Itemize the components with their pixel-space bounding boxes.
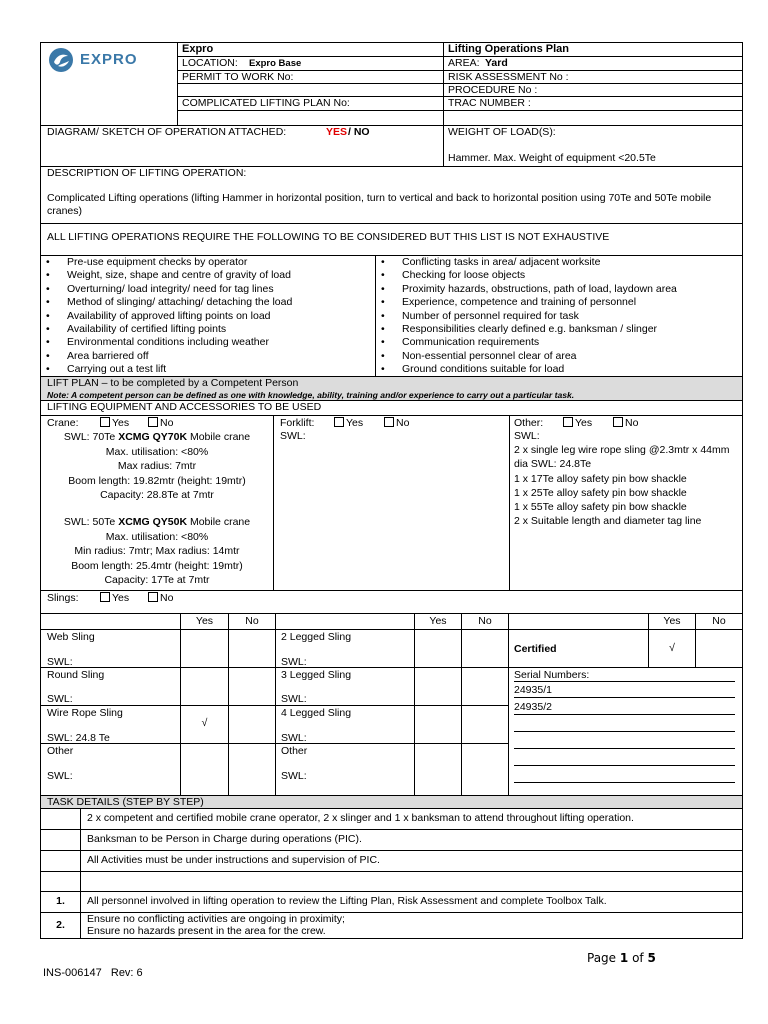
other-no-label: No — [625, 417, 639, 429]
crane1-line: Capacity: 28.8Te at 7mtr — [100, 489, 214, 501]
forklift-label: Forklift: — [280, 417, 315, 429]
crane-yes-option[interactable] — [100, 417, 129, 430]
slings-yes-label: Yes — [112, 592, 130, 604]
slings-no-checkbox[interactable] — [148, 592, 158, 602]
crane2-type: Mobile crane — [189, 516, 251, 528]
crane2-line: Boom length: 25.4mtr (height: 19mtr) — [71, 559, 243, 572]
other-sling-swl: SWL: — [47, 770, 73, 782]
list-item: 1 x 17Te alloy safety pin bow shackle — [514, 472, 687, 485]
forklift-yes-label: Yes — [346, 417, 364, 429]
diagram-label: DIAGRAM/ SKETCH OF OPERATION ATTACHED: — [47, 126, 287, 138]
list-item: 1 x 25Te alloy safety pin bow shackle — [514, 486, 687, 499]
list-item: • Experience, competence and training of personnel — [376, 296, 742, 309]
forklift-no-checkbox[interactable] — [384, 417, 394, 427]
lift-plan-title: LIFT PLAN – to be completed by a Competent Person — [47, 377, 299, 389]
step-text: Ensure no conflicting activities are ongoing in proximity; — [87, 913, 345, 925]
certified-yes-check: √ — [669, 642, 675, 654]
complicated-plan-label: COMPLICATED LIFTING PLAN No: — [182, 97, 350, 109]
list-item: • Communication requirements — [376, 336, 742, 349]
equipment-heading: LIFTING EQUIPMENT AND ACCESSORIES TO BE USED — [47, 401, 322, 413]
location-label: LOCATION: — [182, 57, 238, 69]
page-total: 5 — [647, 951, 656, 965]
crane-label: Crane: — [47, 417, 79, 429]
considerations-right-list — [376, 256, 742, 377]
list-item: • Checking for loose objects — [376, 269, 742, 282]
wire-rope-sling-swl: SWL: 24.8 Te — [47, 732, 110, 744]
slings-no-label: No — [160, 592, 174, 604]
procedure-label: PROCEDURE No : — [448, 84, 538, 96]
crane-no-label: No — [160, 417, 174, 429]
crane2-model: XCMG QY50K — [118, 516, 188, 528]
three-legged-sling-label: 3 Legged Sling — [281, 669, 352, 681]
crane1-line: Max. utilisation: <80% — [105, 445, 209, 458]
slings-no-option[interactable] — [148, 592, 173, 605]
crane-yes-label: Yes — [112, 417, 130, 429]
area-value: Yard — [485, 57, 508, 69]
risk-assessment-label: RISK ASSESSMENT No : — [448, 71, 569, 83]
two-legged-sling-swl: SWL: — [281, 656, 307, 668]
step-number: 2. — [56, 919, 65, 931]
four-legged-sling-label: 4 Legged Sling — [281, 707, 352, 719]
slings-label: Slings: — [47, 592, 79, 604]
crane2-line: Max. utilisation: <80% — [105, 530, 209, 543]
crane-70te-details — [41, 430, 273, 503]
crane1-line: Max radius: 7mtr — [117, 460, 197, 472]
slings-row — [40, 590, 743, 614]
wire-rope-sling-label: Wire Rope Sling — [47, 707, 123, 719]
other-no-option[interactable] — [613, 417, 638, 430]
col-yes-header: Yes — [429, 615, 447, 627]
col-yes-header: Yes — [663, 615, 681, 627]
list-item: • Area barriered off — [41, 350, 375, 363]
list-item: • Responsibilities clearly defined e.g. banksman / slinger — [376, 323, 742, 336]
logo-text: EXPRO — [80, 51, 138, 68]
other-yes-checkbox[interactable] — [563, 417, 573, 427]
col-no-header: No — [712, 615, 726, 627]
other-label: Other: — [514, 417, 544, 429]
weight-label: WEIGHT OF LOAD(S): — [448, 126, 556, 138]
considerations-left-list — [41, 256, 375, 377]
diagram-yes: YES — [326, 126, 348, 138]
list-item: • Availability of approved lifting points on load — [41, 310, 375, 323]
page-prefix: Page — [587, 951, 617, 965]
expro-logo-icon — [48, 47, 74, 73]
other-mid-sling-label: Other — [281, 745, 308, 757]
serial-number: 24935/1 — [514, 684, 552, 696]
crane2-swl: SWL: 50Te — [63, 516, 116, 528]
serial-numbers-label: Serial Numbers: — [514, 669, 590, 681]
list-item: • Weight, size, shape and centre of gravity of load — [41, 269, 375, 282]
page-indicator — [587, 951, 656, 966]
task-heading: TASK DETAILS (STEP BY STEP) — [47, 796, 204, 808]
forklift-yes-checkbox[interactable] — [334, 417, 344, 427]
round-sling-label: Round Sling — [47, 669, 105, 681]
forklift-swl: SWL: — [280, 430, 306, 442]
plan-title: Lifting Operations Plan — [448, 43, 570, 55]
crane-50te-details — [41, 515, 273, 588]
list-item: • Conflicting tasks in area/ adjacent worksite — [376, 256, 742, 269]
slings-yes-option[interactable] — [100, 592, 129, 605]
other-yes-option[interactable] — [563, 417, 592, 430]
step-text: All personnel involved in lifting operation to review the Lifting Plan, Risk Assessment and complete Toolbox Talk. — [87, 895, 607, 907]
list-item: 1 x 55Te alloy safety pin bow shackle — [514, 501, 687, 514]
web-sling-label: Web Sling — [47, 631, 95, 643]
lift-plan-note: Note: A competent person can be defined as one with knowledge, ability, training and/or experience to carry out a particular task. — [47, 390, 575, 400]
considerations-heading: ALL LIFTING OPERATIONS REQUIRE THE FOLLOWING TO BE CONSIDERED BUT THIS LIST IS NOT EXHAUSTIVE — [47, 231, 610, 243]
col-no-header: No — [245, 615, 259, 627]
step-text-line2: Ensure no hazards present in the area for the crew. — [87, 925, 326, 937]
round-sling-swl: SWL: — [47, 693, 73, 705]
list-item: • Pre-use equipment checks by operator — [41, 256, 375, 269]
trac-label: TRAC NUMBER : — [448, 97, 531, 109]
other-mid-sling-swl: SWL: — [281, 770, 307, 782]
description-label: DESCRIPTION OF LIFTING OPERATION: — [47, 167, 247, 179]
wire-rope-sling-yes-check: √ — [201, 717, 208, 729]
description-text: Complicated Lifting operations (lifting Hammer in horizontal position, turn to vertical and back to horizontal position using 70Te and 50Te mobile cranes) — [47, 192, 712, 217]
forklift-no-label: No — [396, 417, 410, 429]
crane1-swl: SWL: 70Te — [63, 431, 116, 443]
step-number: 1. — [56, 895, 65, 907]
web-sling-swl: SWL: — [47, 656, 73, 668]
list-item: • Method of slinging/ attaching/ detaching the load — [41, 296, 375, 309]
forklift-yes-option[interactable] — [334, 417, 363, 430]
list-item: • Environmental conditions including weather — [41, 336, 375, 349]
crane-no-option[interactable] — [148, 417, 173, 430]
other-equipment-list — [514, 443, 739, 529]
list-item: • Ground conditions suitable for load — [376, 363, 742, 376]
list-item: • Non-essential personnel clear of area — [376, 350, 742, 363]
other-yes-label: Yes — [575, 417, 593, 429]
forklift-no-option[interactable] — [384, 417, 409, 430]
location-value: Expro Base — [249, 58, 302, 69]
crane-yes-checkbox[interactable] — [100, 417, 110, 427]
diagram-no: / NO — [348, 126, 370, 138]
permit-label: PERMIT TO WORK No: — [182, 71, 294, 83]
other-swl: SWL: — [514, 430, 540, 442]
crane2-line: Capacity: 17Te at 7mtr — [104, 574, 210, 586]
four-legged-sling-swl: SWL: — [281, 732, 307, 744]
list-item: • Carrying out a test lift — [41, 363, 375, 376]
weight-value: Hammer. Max. Weight of equipment <20.5Te — [448, 152, 656, 164]
crane1-model: XCMG QY70K — [118, 431, 188, 443]
company-name: Expro — [182, 43, 214, 55]
page-of: of — [632, 951, 644, 965]
other-no-checkbox[interactable] — [613, 417, 623, 427]
area-label: AREA: — [448, 57, 480, 69]
document-id: INS-006147 Rev: 6 — [43, 967, 143, 979]
page-number: 1 — [619, 951, 629, 965]
task-note: 2 x competent and certified mobile crane operator, 2 x slinger and 1 x banksman to attend throughout lifting operation. — [87, 812, 634, 824]
crane-no-checkbox[interactable] — [148, 417, 158, 427]
crane1-line: Boom length: 19.82mtr (height: 19mtr) — [68, 474, 246, 487]
task-note: All Activities must be under instructions and supervision of PIC. — [87, 854, 380, 866]
col-no-header: No — [478, 615, 492, 627]
two-legged-sling-label: 2 Legged Sling — [281, 631, 352, 643]
slings-yes-checkbox[interactable] — [100, 592, 110, 602]
serial-number: 24935/2 — [514, 701, 552, 713]
list-item: • Overturning/ load integrity/ need for tag lines — [41, 283, 375, 296]
list-item: • Availability of certified lifting points — [41, 323, 375, 336]
crane1-type: Mobile crane — [189, 431, 251, 443]
list-item: • Proximity hazards, obstructions, path of load, laydown area — [376, 283, 742, 296]
list-item: • Number of personnel required for task — [376, 310, 742, 323]
three-legged-sling-swl: SWL: — [281, 693, 307, 705]
crane2-line: Min radius: 7mtr; Max radius: 14mtr — [74, 545, 240, 557]
col-yes-header: Yes — [195, 615, 214, 627]
company-logo — [48, 47, 160, 73]
certified-label: Certified — [514, 643, 557, 655]
other-sling-label: Other — [47, 745, 74, 757]
task-note: Banksman to be Person in Charge during operations (PIC). — [87, 833, 362, 845]
list-item: 2 x single leg wire rope sling @2.3mtr x 44mm dia SWL: 24.8Te — [514, 444, 730, 471]
list-item: 2 x Suitable length and diameter tag line — [514, 515, 702, 528]
